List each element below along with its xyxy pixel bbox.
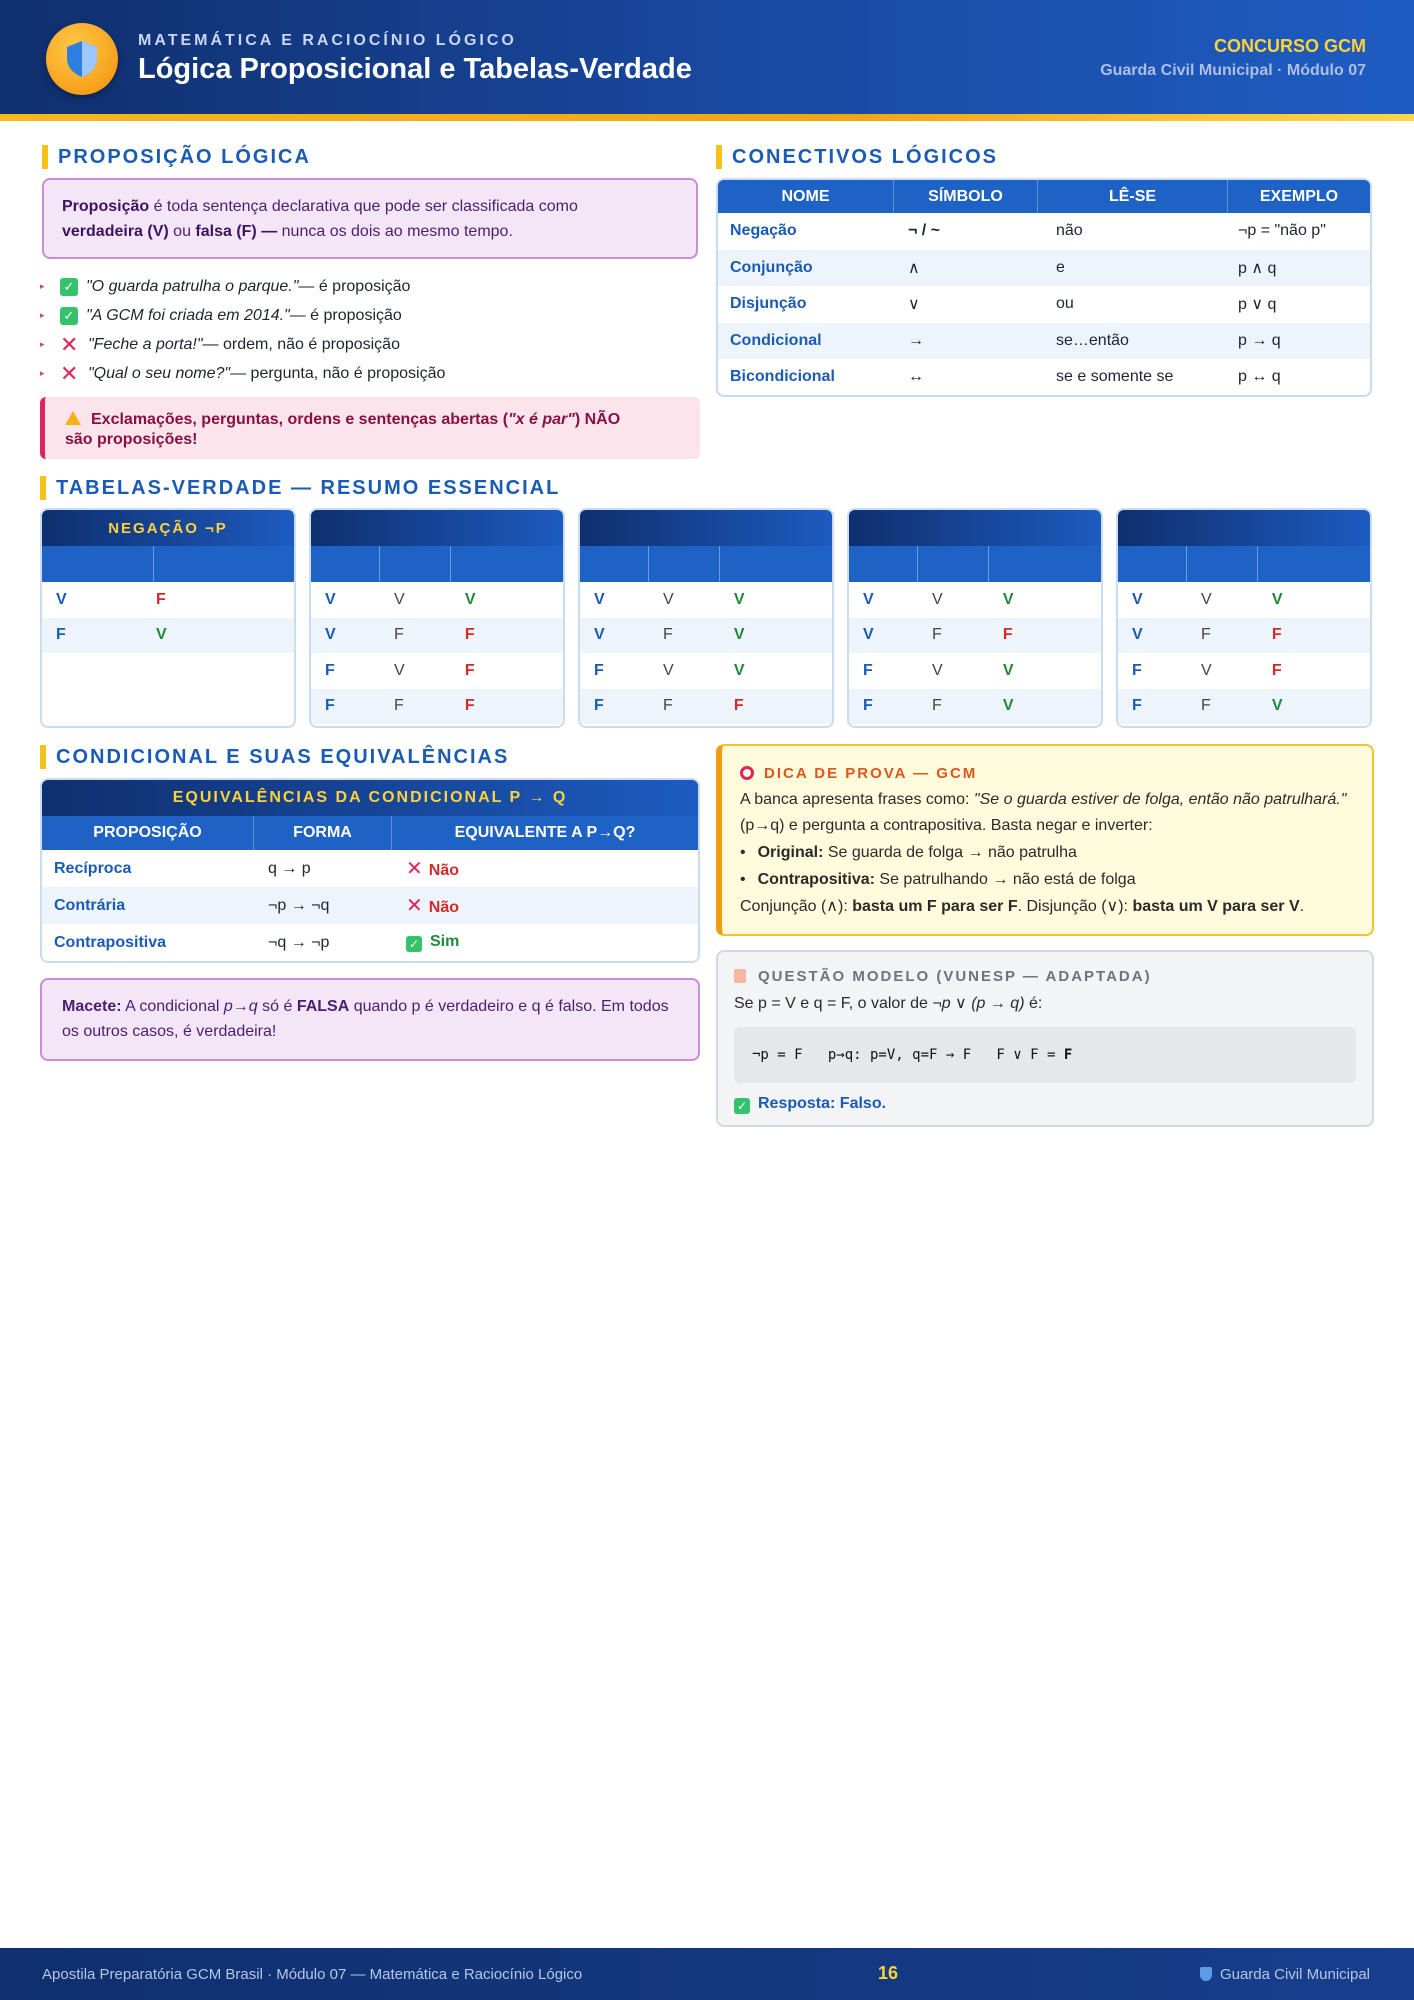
cell-result: V: [464, 590, 476, 608]
section-title-proposicao: PROPOSIÇÃO LÓGICA: [42, 145, 311, 169]
cell-answer: [392, 856, 698, 881]
cell-example: p ∨ q: [1238, 296, 1277, 314]
table-row: [42, 887, 698, 924]
warning-example: "x é par": [508, 411, 575, 428]
cell-q: V: [662, 590, 674, 608]
x-icon: ✕: [60, 360, 79, 386]
cell-answer: [392, 933, 698, 952]
warning-icon: [65, 411, 81, 425]
cell-reading: se…então: [1056, 331, 1129, 349]
cell-q: V: [662, 661, 674, 679]
cell-reading: não: [1056, 222, 1083, 240]
column-header: [580, 546, 649, 582]
cell-q: V: [393, 590, 405, 608]
equivalences-table: [40, 778, 700, 963]
list-item: [40, 359, 700, 388]
table-row: [849, 618, 1101, 654]
table-row: [1118, 582, 1370, 618]
list-item: [40, 301, 700, 330]
warning-text: são proposições!: [65, 431, 198, 448]
model-question-prompt: [734, 993, 1356, 1013]
cell-answer: [392, 893, 698, 918]
table-row: [311, 689, 563, 725]
macete-box: [40, 978, 700, 1061]
truth-table-title: [1118, 510, 1370, 546]
cell-p: F: [863, 661, 873, 679]
cell-symbol: ∨: [908, 296, 920, 314]
cell-name: Condicional: [730, 331, 822, 349]
column-header: FORMA: [254, 816, 392, 850]
exam-tip-summary: [740, 893, 1354, 920]
table-row: [718, 323, 1370, 360]
header-contest: CONCURSO GCM: [1214, 36, 1366, 56]
column-header: [154, 546, 294, 582]
table-row: [849, 653, 1101, 689]
cell-p: F: [594, 697, 604, 715]
column-header: [380, 546, 451, 582]
example-verdict: — ordem, não é proposição: [202, 335, 400, 353]
logo: [46, 23, 118, 95]
cell-p: V: [594, 626, 605, 644]
cell-result: V: [1002, 697, 1014, 715]
cell-q: F: [931, 626, 942, 644]
table-row: [580, 582, 832, 618]
cell-q: F: [1200, 697, 1211, 715]
cell-result: V: [1271, 697, 1283, 715]
def-text: ou: [168, 223, 196, 240]
column-header: PROPOSIÇÃO: [42, 816, 254, 850]
cell-result: F: [1002, 626, 1013, 644]
check-icon: ✓: [60, 278, 78, 296]
cell-form: q → p: [268, 859, 311, 877]
cell-p: V: [325, 590, 336, 608]
question-text: é:: [1024, 995, 1043, 1012]
table-header: [42, 816, 698, 850]
cell-name: Bicondicional: [730, 368, 835, 386]
header-stripe: [0, 114, 1414, 121]
cell-p: F: [863, 697, 873, 715]
cell-result: V: [733, 661, 745, 679]
cell-q: V: [931, 590, 943, 608]
example-verdict: — é proposição: [298, 277, 411, 295]
table-row: [42, 850, 698, 887]
bullet-icon: ▸: [40, 368, 45, 378]
example-verdict: — é proposição: [289, 306, 402, 324]
model-question-title: [734, 968, 1356, 985]
page-footer: [0, 1948, 1414, 2000]
cell-q: F: [662, 697, 673, 715]
table-row: [718, 250, 1370, 287]
truth-table: [578, 508, 834, 728]
example-quote: "A GCM foi criada em 2014.": [86, 306, 290, 324]
cell-result: F: [464, 697, 475, 715]
cell-q: F: [393, 626, 404, 644]
cell-result: V: [1002, 661, 1014, 679]
truth-table-header: [580, 546, 832, 582]
cell-q: V: [393, 661, 405, 679]
page-title: Lógica Proposicional e Tabelas-Verdade: [138, 53, 692, 85]
solution-code: [734, 1027, 1356, 1083]
column-header: [42, 546, 154, 582]
column-header: EXEMPLO: [1259, 187, 1339, 205]
def-false: falsa (F) —: [195, 223, 278, 240]
macete-text: A condicional: [121, 998, 224, 1015]
table-row: [42, 618, 294, 654]
exam-tip-list: [740, 839, 1354, 893]
column-header: LÊ-SE: [1038, 180, 1228, 213]
column-header: [1258, 546, 1370, 582]
check-icon: ✓: [734, 1098, 750, 1114]
def-text: é toda sentença declarativa que pode ser classificada como: [149, 198, 578, 215]
tip-text: .: [1299, 898, 1305, 915]
cell-q: V: [1200, 590, 1212, 608]
table-row: [1118, 689, 1370, 725]
table-row: [849, 582, 1101, 618]
cell-name: Recíproca: [54, 859, 132, 877]
cell-result: V: [733, 590, 745, 608]
truth-table-header: [849, 546, 1101, 582]
cell-name: Contrapositiva: [54, 933, 167, 951]
column-header: EQUIVALENTE A P→Q?: [454, 824, 636, 841]
x-icon: ✕: [406, 895, 423, 917]
definition-box: [42, 178, 698, 259]
cell-p: F: [56, 626, 66, 644]
tip-emphasis: basta um V para ser V: [1132, 898, 1300, 915]
cell-symbol: →: [908, 331, 924, 349]
solution-steps: ¬p = F p→q: p=V, q=F → F F ∨ F =: [752, 1047, 1064, 1063]
cell-p: V: [1132, 626, 1143, 644]
cell-form: ¬p → ¬q: [268, 896, 330, 914]
warning-text: ) NÃO: [574, 411, 621, 428]
cell-p: F: [1132, 697, 1142, 715]
column-header: [989, 546, 1101, 582]
table-row: [311, 618, 563, 654]
tip-label: Contrapositiva:: [757, 871, 875, 888]
list-item: [740, 866, 1354, 893]
cell-name: Disjunção: [730, 295, 807, 313]
section-title-condicional: CONDICIONAL E SUAS EQUIVALÊNCIAS: [40, 745, 509, 769]
cell-p: F: [325, 661, 335, 679]
cell-q: F: [393, 697, 404, 715]
column-header: [849, 546, 918, 582]
bullet-icon: ▸: [40, 310, 45, 320]
x-icon: ✕: [60, 331, 79, 357]
table-row: [718, 213, 1370, 250]
footer-right-text: Guarda Civil Municipal: [1219, 1966, 1370, 1983]
cell-result: V: [1271, 590, 1283, 608]
table-row: [849, 689, 1101, 725]
document-icon: [734, 969, 746, 983]
def-term: Proposição: [62, 198, 150, 215]
cell-reading: ou: [1056, 295, 1074, 313]
exam-tip-title-text: DICA DE PROVA — GCM: [764, 765, 978, 782]
column-header: [918, 546, 989, 582]
column-header: [311, 546, 380, 582]
example-quote: "Qual o seu nome?": [88, 364, 231, 382]
truth-table-title: [580, 510, 832, 546]
cell-result: F: [1271, 661, 1282, 679]
cell-q: V: [931, 661, 943, 679]
truth-table-title: [849, 510, 1101, 546]
answer-text: Não: [428, 862, 459, 879]
symbol-text: ¬ / ~: [908, 222, 941, 240]
check-icon: ✓: [60, 307, 78, 325]
table-row: [311, 582, 563, 618]
cell-form: ¬q → ¬p: [268, 933, 330, 951]
column-header: [720, 546, 832, 582]
column-header: [1187, 546, 1258, 582]
table-row: [718, 359, 1370, 396]
column-header: [649, 546, 720, 582]
cell-result: F: [1271, 626, 1282, 644]
bullet-icon: ▸: [40, 339, 45, 349]
exam-tip-intro: [740, 787, 1354, 839]
cell-reading: se e somente se: [1056, 368, 1174, 386]
footer-right: [1200, 1966, 1370, 1983]
bullet-icon: ▸: [40, 281, 45, 291]
footer-left: Apostila Preparatória GCM Brasil · Módulo 07 — Matemática e Raciocínio Lógico: [42, 1966, 583, 1983]
solution-result: F: [1063, 1047, 1073, 1063]
cell-result: V: [733, 626, 745, 644]
cell-symbol: [894, 222, 1038, 240]
header-kicker: MATEMÁTICA E RACIOCÍNIO LÓGICO: [138, 32, 517, 49]
exam-tip-title: [740, 760, 1354, 787]
tip-label: Original:: [757, 844, 824, 861]
def-true: verdadeira (V): [62, 223, 169, 240]
question-formula: ¬p ∨ (p → q): [932, 995, 1025, 1012]
answer-text: Sim: [430, 933, 460, 950]
macete-emphasis: FALSA: [296, 998, 350, 1015]
check-icon: ✓: [406, 936, 422, 952]
list-item: [40, 330, 700, 359]
column-header: [1118, 546, 1187, 582]
list-item: [740, 839, 1354, 866]
macete-text: só é: [257, 998, 297, 1015]
tip-text: Se guarda de folga → não patrulha: [823, 844, 1077, 861]
table-row: [1118, 618, 1370, 654]
tip-text: . Disjunção (∨):: [1017, 898, 1133, 915]
truth-table-title: NEGAÇÃO ¬P: [42, 510, 294, 546]
header-module: Guarda Civil Municipal · Módulo 07: [1100, 62, 1366, 79]
cell-result: F: [464, 661, 475, 679]
cell-example: p → q: [1238, 331, 1281, 349]
warning-box: [40, 397, 700, 459]
cell-name: Conjunção: [730, 258, 813, 276]
table-row: [42, 924, 698, 961]
shield-icon: [64, 39, 100, 79]
column-header: NOME: [718, 180, 894, 213]
cell-example: p ∧ q: [1238, 259, 1277, 277]
cell-q: V: [1200, 661, 1212, 679]
cell-result: V: [156, 626, 167, 644]
tip-text: Se patrulhando → não está de folga: [874, 871, 1136, 888]
column-header: SÍMBOLO: [894, 180, 1038, 213]
answer-text: Resposta: Falso.: [758, 1095, 887, 1112]
def-text: nunca os dois ao mesmo tempo.: [277, 223, 513, 240]
truth-table-title: [311, 510, 563, 546]
table-row: [718, 286, 1370, 323]
cell-p: V: [325, 626, 336, 644]
cell-result: F: [733, 697, 744, 715]
cell-result: V: [1002, 590, 1014, 608]
section-title-tabelas: TABELAS-VERDADE — RESUMO ESSENCIAL: [40, 476, 560, 500]
tip-text: A banca apresenta frases como:: [740, 791, 974, 808]
cell-q: F: [931, 697, 942, 715]
cell-result: F: [156, 590, 166, 608]
cell-p: V: [56, 590, 67, 608]
cell-q: F: [662, 626, 673, 644]
cell-symbol: ↔: [908, 368, 924, 386]
tip-quote: "Se o guarda estiver de folga, então não patrulhará.": [973, 791, 1347, 808]
cell-reading: e: [1056, 258, 1065, 276]
truth-table-header: [42, 546, 294, 582]
x-icon: ✕: [406, 858, 423, 880]
cell-p: F: [1132, 661, 1142, 679]
cell-q: F: [1200, 626, 1211, 644]
cell-p: F: [594, 661, 604, 679]
cell-result: F: [464, 626, 475, 644]
cell-p: V: [863, 626, 874, 644]
cell-example: p ↔ q: [1238, 368, 1281, 386]
example-verdict: — pergunta, não é proposição: [230, 364, 446, 382]
cell-example: ¬p = "não p": [1238, 222, 1326, 240]
cell-name: Contrária: [54, 896, 126, 914]
table-row: [42, 582, 294, 618]
cell-p: V: [863, 590, 874, 608]
cell-name: Negação: [730, 222, 797, 240]
page-header: [0, 0, 1414, 114]
example-quote: "O guarda patrulha o parque.": [86, 277, 299, 295]
question-text: Se p = V e q = F, o valor de: [734, 995, 933, 1012]
table-row: [580, 618, 832, 654]
macete-label: Macete:: [62, 998, 122, 1015]
answer-text: Não: [428, 899, 459, 916]
table-row: [580, 689, 832, 725]
macete-formula: p→q: [223, 998, 258, 1015]
tip-text: (p→q) e pergunta a contrapositiva. Basta negar e inverter:: [740, 817, 1153, 834]
truth-table-negation: [40, 508, 296, 728]
macete-text: quando p é verdadeiro e q é falso. Em todos os outros casos, é verdadeira!: [62, 998, 669, 1040]
truth-table: [847, 508, 1103, 728]
cell-p: V: [1132, 590, 1143, 608]
shield-icon: [1200, 1967, 1212, 1981]
truth-table-header: [311, 546, 563, 582]
truth-table: [1116, 508, 1372, 728]
example-quote: "Feche a porta!": [88, 335, 203, 353]
target-icon: [740, 766, 754, 780]
model-question-box: [716, 950, 1374, 1127]
connectives-table: [716, 178, 1372, 397]
column-header: [451, 546, 563, 582]
exam-tip-box: [716, 744, 1374, 936]
tip-emphasis: basta um F para ser F: [852, 898, 1018, 915]
list-item: [40, 272, 700, 301]
cell-p: V: [594, 590, 605, 608]
table-row: [580, 653, 832, 689]
truth-table: [309, 508, 565, 728]
section-title-conectivos: CONECTIVOS LÓGICOS: [716, 145, 998, 169]
warning-text: Exclamações, perguntas, ordens e sentenças abertas (: [91, 411, 509, 428]
page-number: 16: [878, 1963, 899, 1983]
tip-text: Conjunção (∧):: [740, 898, 853, 915]
cell-symbol: ∧: [908, 259, 920, 277]
table-header: [718, 180, 1370, 213]
equivalences-table-title: EQUIVALÊNCIAS DA CONDICIONAL P → Q: [42, 780, 698, 816]
table-row: [1118, 653, 1370, 689]
cell-p: F: [325, 697, 335, 715]
examples-list: [40, 272, 700, 388]
truth-table-header: [1118, 546, 1370, 582]
answer-line: [734, 1095, 1356, 1114]
model-question-title-text: QUESTÃO MODELO (VUNESP — ADAPTADA): [758, 968, 1152, 985]
table-row: [311, 653, 563, 689]
